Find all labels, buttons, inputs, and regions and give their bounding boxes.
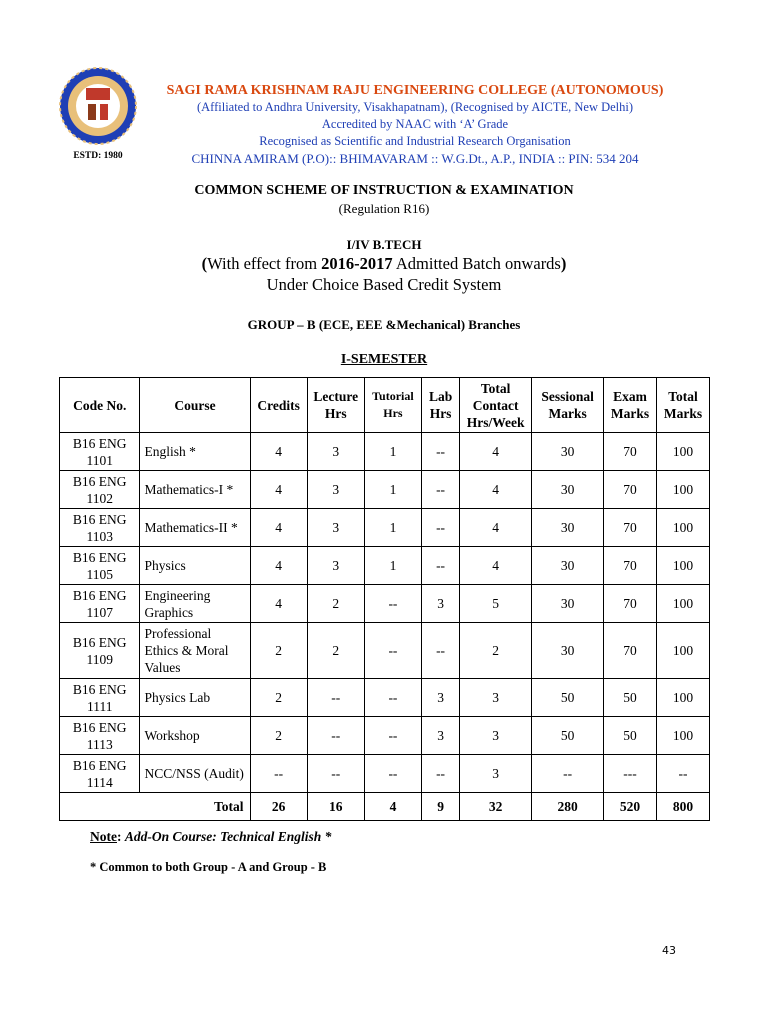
row-credits: 4 [250, 471, 307, 509]
row-credits: 2 [250, 679, 307, 717]
row-lecture: 3 [307, 471, 364, 509]
row-total: -- [657, 755, 710, 793]
row-credits: 4 [250, 433, 307, 471]
row-contact: 3 [460, 717, 532, 755]
row-lecture: 3 [307, 433, 364, 471]
row-credits: 2 [250, 717, 307, 755]
row-contact: 4 [460, 509, 532, 547]
table-row [60, 547, 710, 585]
table-row [60, 585, 710, 623]
row-exam: 70 [604, 585, 657, 623]
page-number: 43 [662, 944, 676, 957]
row-lecture: -- [307, 679, 364, 717]
row-lecture: 3 [307, 547, 364, 585]
total-sessional: 280 [532, 793, 604, 821]
row-exam: --- [604, 755, 657, 793]
row-course: Engineering Graphics [140, 585, 250, 623]
row-lab: -- [422, 509, 460, 547]
row-contact: 5 [460, 585, 532, 623]
row-exam: 50 [604, 717, 657, 755]
total-label: Total [60, 793, 251, 821]
row-lecture: -- [307, 755, 364, 793]
row-tutorial: -- [364, 755, 421, 793]
header-total-marks: Total Marks [657, 378, 710, 433]
row-sessional: 30 [532, 471, 604, 509]
row-total: 100 [657, 547, 710, 585]
row-contact: 4 [460, 547, 532, 585]
row-code: B16 ENG 1101 [60, 433, 140, 471]
college-accreditation: Accredited by NAAC with ‘A’ Grade [321, 117, 509, 131]
row-total: 100 [657, 585, 710, 623]
row-code: B16 ENG 1103 [60, 509, 140, 547]
row-course: Physics Lab [140, 679, 250, 717]
row-course: NCC/NSS (Audit) [140, 755, 250, 793]
total-marks: 800 [657, 793, 710, 821]
semester-title: I-SEMESTER [340, 352, 428, 367]
table-row [60, 679, 710, 717]
row-course: Physics [140, 547, 250, 585]
table-header-row [60, 378, 710, 433]
year-title: I/IV B.TECH [346, 237, 422, 252]
row-sessional: 30 [532, 547, 604, 585]
header-credits: Credits [250, 378, 307, 433]
course-table [59, 377, 710, 821]
row-lecture: 2 [307, 585, 364, 623]
effect-year: 2016-2017 [321, 254, 393, 273]
row-credits: 2 [250, 623, 307, 679]
table-row [60, 433, 710, 471]
row-credits: 4 [250, 509, 307, 547]
row-code: B16 ENG 1114 [60, 755, 140, 793]
row-sessional: 50 [532, 679, 604, 717]
college-logo [58, 66, 138, 146]
table-row [60, 755, 710, 793]
total-exam: 520 [604, 793, 657, 821]
effect-line: (With effect from 2016-2017 Admitted Batch onwards) [201, 254, 567, 273]
note-text: Add-On Course: Technical English * [124, 829, 332, 844]
regulation: (Regulation R16) [338, 201, 430, 216]
row-tutorial: -- [364, 585, 421, 623]
note-label: Note [90, 829, 117, 844]
row-credits: 4 [250, 585, 307, 623]
header-sessional: Sessional Marks [532, 378, 604, 433]
header-lecture: Lecture Hrs [307, 378, 364, 433]
college-header [140, 82, 690, 167]
row-exam: 70 [604, 471, 657, 509]
header-tutorial: Tutorial Hrs [364, 378, 421, 433]
row-lab: -- [422, 623, 460, 679]
total-lecture: 16 [307, 793, 364, 821]
group-title: GROUP – B (ECE, EEE &Mechanical) Branches [247, 317, 521, 332]
row-sessional: 30 [532, 623, 604, 679]
row-total: 100 [657, 509, 710, 547]
row-tutorial: 1 [364, 471, 421, 509]
row-total: 100 [657, 623, 710, 679]
college-name: SAGI RAMA KRISHNAM RAJU ENGINEERING COLLEGE (AUTONOMOUS) [166, 83, 664, 98]
college-address: CHINNA AMIRAM (P.O):: BHIMAVARAM :: W.G.Dt., A.P., INDIA :: PIN: 534 204 [191, 151, 639, 166]
row-total: 100 [657, 717, 710, 755]
row-lab: -- [422, 547, 460, 585]
total-lab: 9 [422, 793, 460, 821]
header-exam: Exam Marks [604, 378, 657, 433]
row-course: Mathematics-II * [140, 509, 250, 547]
row-lab: 3 [422, 679, 460, 717]
header-total-contact: Total Contact Hrs/Week [460, 378, 532, 433]
row-sessional: 30 [532, 433, 604, 471]
note [90, 829, 331, 845]
row-course: Workshop [140, 717, 250, 755]
effect-post: Admitted Batch onwards [392, 254, 561, 273]
row-lab: 3 [422, 585, 460, 623]
header-code: Code No. [60, 378, 140, 433]
row-credits: -- [250, 755, 307, 793]
row-tutorial: -- [364, 623, 421, 679]
row-lab: -- [422, 433, 460, 471]
row-tutorial: 1 [364, 509, 421, 547]
row-lab: -- [422, 471, 460, 509]
total-row [60, 793, 710, 821]
row-contact: 3 [460, 679, 532, 717]
total-tutorial: 4 [364, 793, 421, 821]
row-lecture: 3 [307, 509, 364, 547]
row-total: 100 [657, 433, 710, 471]
table-row [60, 717, 710, 755]
row-sessional: -- [532, 755, 604, 793]
row-code: B16 ENG 1102 [60, 471, 140, 509]
row-code: B16 ENG 1113 [60, 717, 140, 755]
row-contact: 3 [460, 755, 532, 793]
row-course: English * [140, 433, 250, 471]
row-exam: 70 [604, 509, 657, 547]
row-contact: 4 [460, 471, 532, 509]
row-sessional: 30 [532, 585, 604, 623]
row-lab: 3 [422, 717, 460, 755]
common-note: * Common to both Group - A and Group - B [90, 860, 327, 874]
row-exam: 70 [604, 547, 657, 585]
table-row [60, 623, 710, 679]
table-row [60, 509, 710, 547]
row-course: Professional Ethics & Moral Values [140, 623, 250, 679]
effect-pre: With effect from [207, 254, 322, 273]
row-sessional: 50 [532, 717, 604, 755]
row-total: 100 [657, 679, 710, 717]
row-code: B16 ENG 1107 [60, 585, 140, 623]
row-exam: 70 [604, 623, 657, 679]
row-lab: -- [422, 755, 460, 793]
row-course: Mathematics-I * [140, 471, 250, 509]
header-lab: Lab Hrs [422, 378, 460, 433]
table-row [60, 471, 710, 509]
row-exam: 50 [604, 679, 657, 717]
row-lecture: -- [307, 717, 364, 755]
row-tutorial: 1 [364, 433, 421, 471]
row-tutorial: -- [364, 717, 421, 755]
total-credits: 26 [250, 793, 307, 821]
row-code: B16 ENG 1109 [60, 623, 140, 679]
row-total: 100 [657, 471, 710, 509]
row-tutorial: 1 [364, 547, 421, 585]
row-credits: 4 [250, 547, 307, 585]
row-contact: 2 [460, 623, 532, 679]
total-contact: 32 [460, 793, 532, 821]
college-recognition: Recognised as Scientific and Industrial Research Organisation [259, 134, 571, 148]
logo-estd: ESTD: 1980 [73, 151, 123, 161]
row-tutorial: -- [364, 679, 421, 717]
row-sessional: 30 [532, 509, 604, 547]
row-code: B16 ENG 1105 [60, 547, 140, 585]
note-colon: : [117, 829, 125, 844]
college-affiliation: (Affiliated to Andhra University, Visakhapatnam), (Recognised by AICTE, New Delhi) [196, 100, 634, 114]
credit-system: Under Choice Based Credit System [266, 275, 502, 294]
header-course: Course [140, 378, 250, 433]
row-code: B16 ENG 1111 [60, 679, 140, 717]
row-exam: 70 [604, 433, 657, 471]
row-contact: 4 [460, 433, 532, 471]
row-lecture: 2 [307, 623, 364, 679]
scheme-title: COMMON SCHEME OF INSTRUCTION & EXAMINATION [194, 183, 574, 198]
